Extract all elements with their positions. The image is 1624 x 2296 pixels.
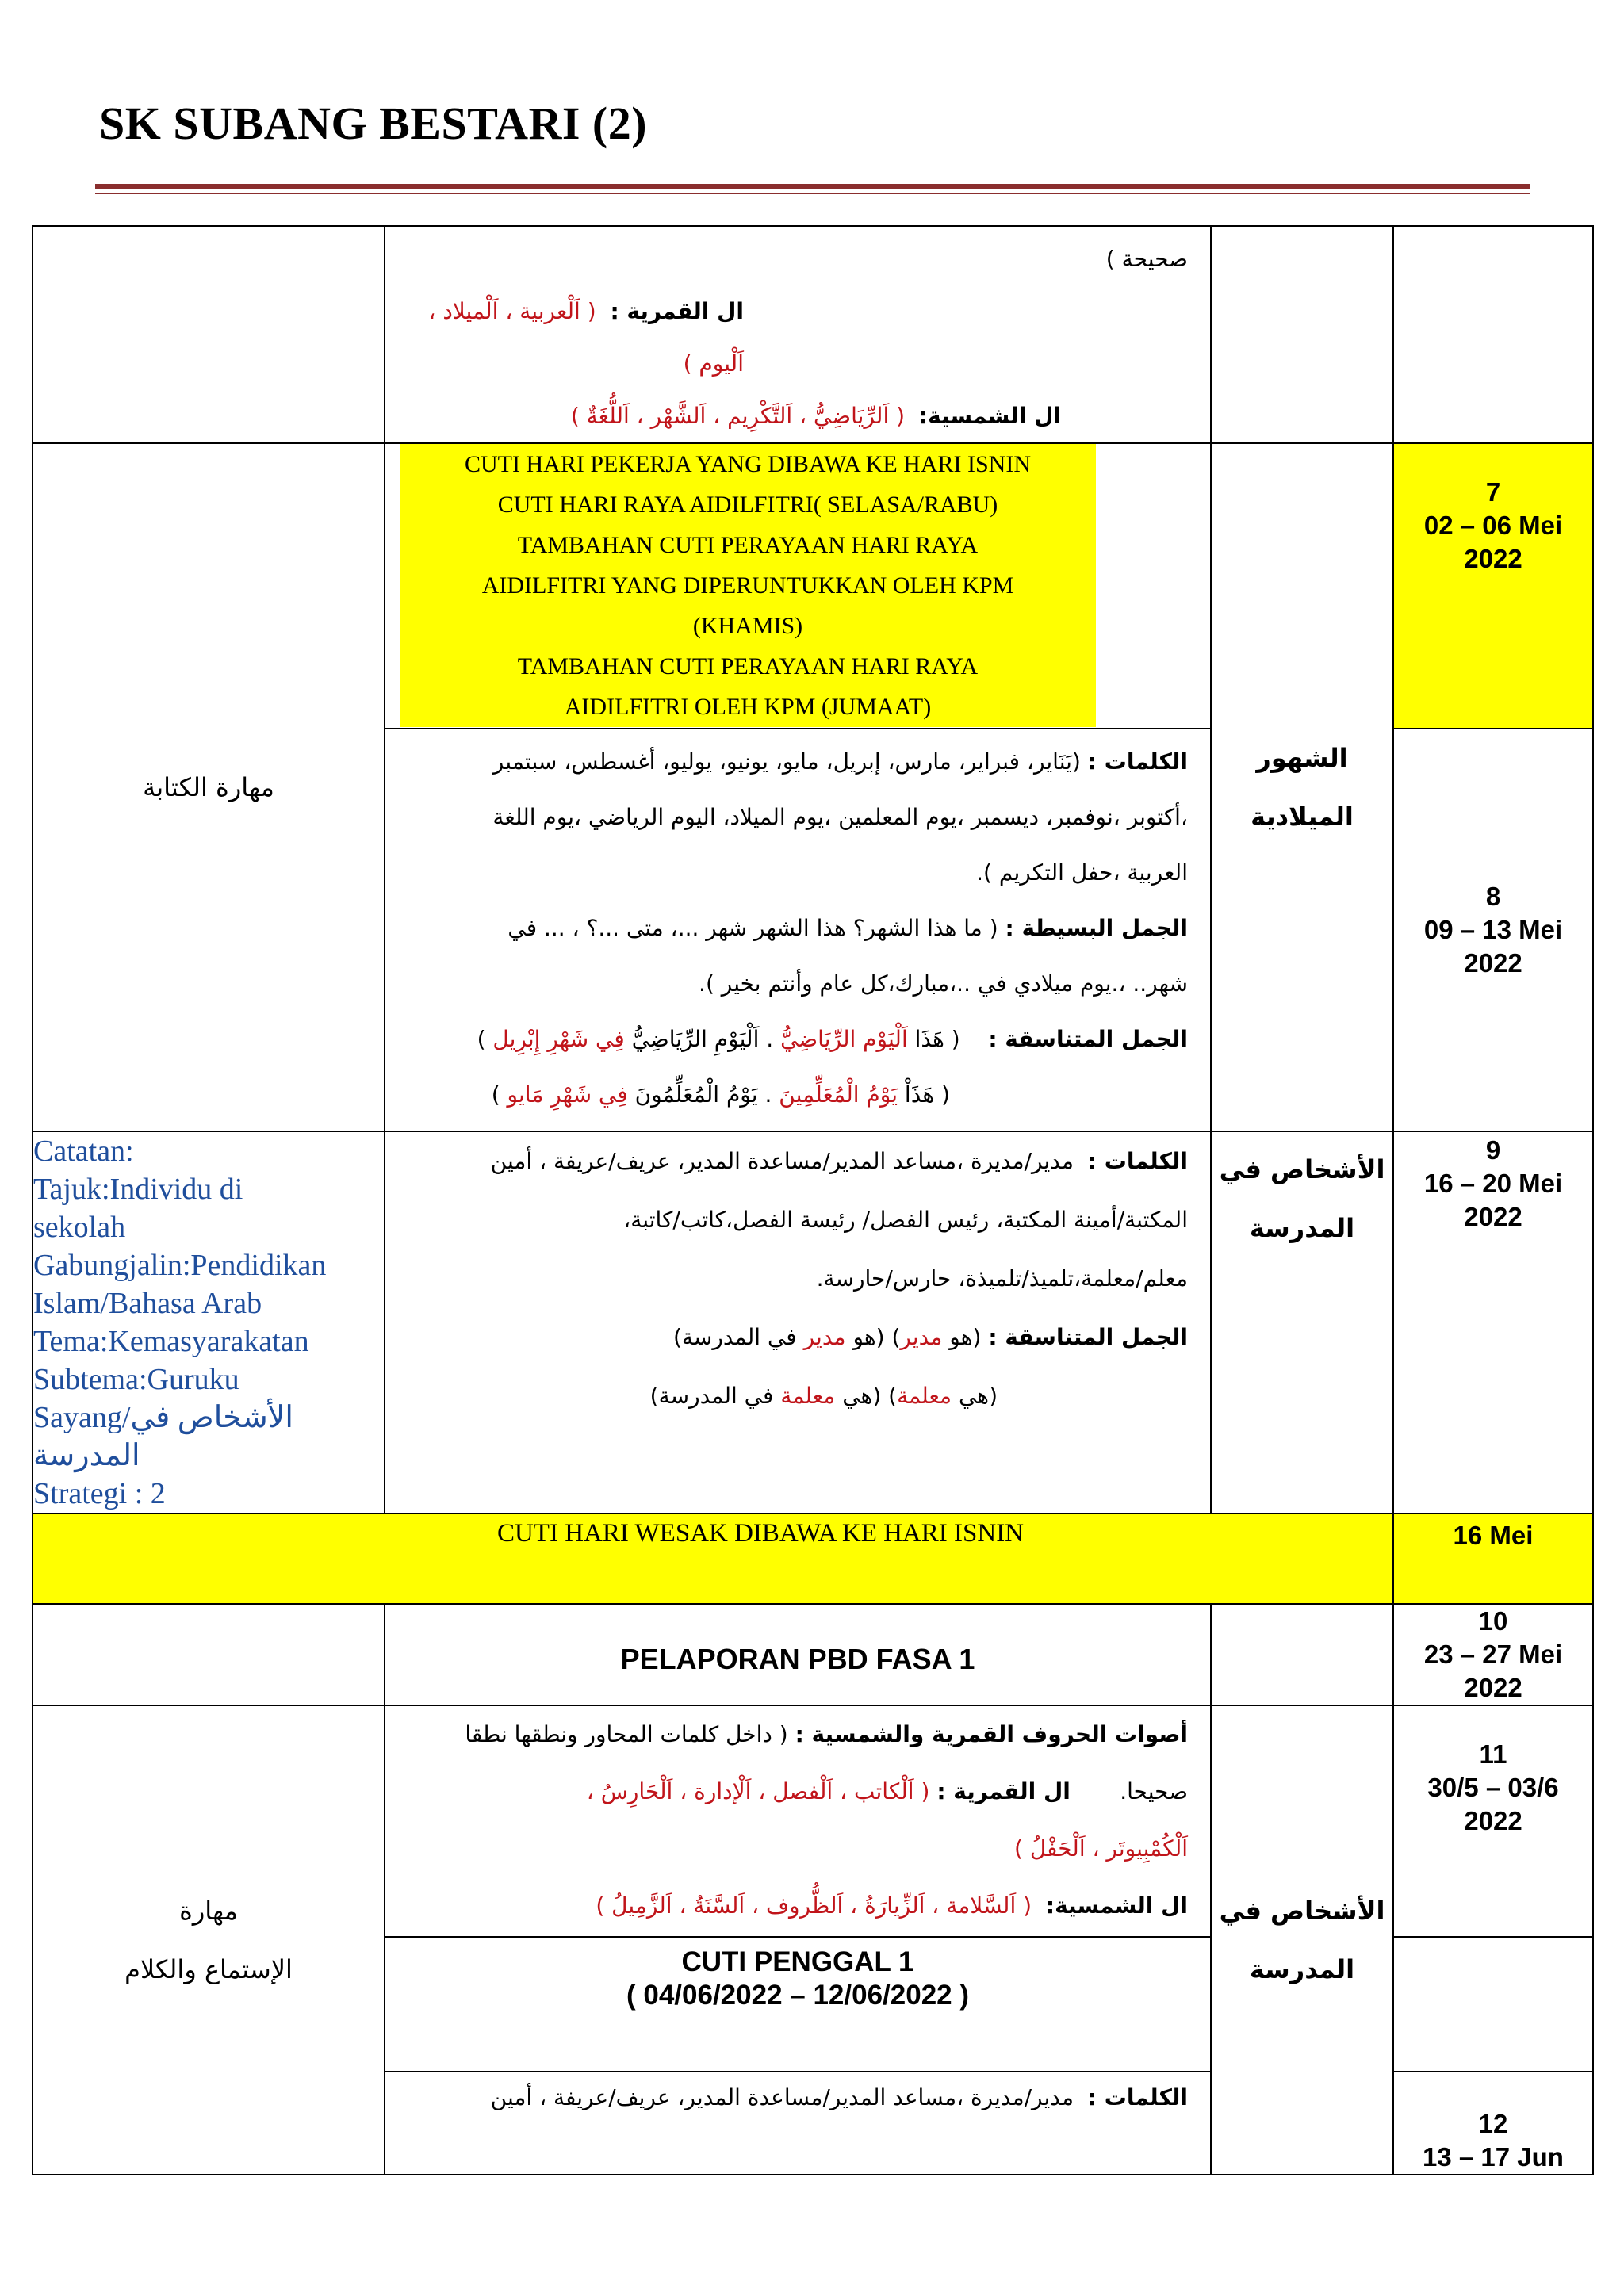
skill-listening-speaking: مهارة الإستماع والكلام [33,1705,385,2175]
week-12-cell: 12 13 – 17 Jun [1393,2072,1593,2175]
shamsiya-label: ال الشمسية: [918,403,1061,429]
header-rule-thin [95,193,1530,194]
cell-week10-theme-empty [1211,1604,1393,1705]
skill-writing: مهارة الكتابة [33,443,385,1131]
qamariya-label: ال القمرية : [610,298,744,324]
cell-week11-content: أصوات الحروف القمرية والشمسية : ( داخل كلمات المحاور ونطقها نطقا صحيحا. ال القمرية : ( اَلْكاتب ، اَلْفصل ، اَلْإدارة ، اَلْحَارِسُ ، اَلْكُمْبِيوتَر ، اَلْحَفْلُ ) ال الشمسية: ( اَلسَّلامة ، اَلزِّيارَةُ ، اَلظُّروف ، اَلسَّنَةُ ، اَلزَّمِيلُ ) [385,1705,1211,1937]
theme-people-school-2: الأشخاص في المدرسة [1211,1705,1393,2175]
week-10-cell: 10 23 – 27 Mei 2022 [1393,1604,1593,1705]
cell-week8-content: الكلمات : (يَنَاير، فبراير، مارس، إبريل، مايو، يونيو، يوليو، أغسطس، سبتمبر ،أكتوبر ،نوفمبر، ديسمبر ،يوم المعلمين ،يوم الميلاد، اليوم الرياضي ،يوم اللغة العربية ،حفل التكريم ). الجمل البسيطة : ( ما هذا الشهر؟ هذا الشهر شهر ...، متى ...؟ ، ... في شهر.. ،.يوم ميلادي في ..،مبارك،كل عام وأنتم بخير ). الجمل المتناسقة : ( هَذَا اَلْيَوْم الرِّيَاضِيُّ . اَلْيَوْمِ الرِّيَاضِيُّ فِي شَهْرِ إِبْرِيل ) ( هَذَاْ يَوْمُ الْمُعَلِّمِينَ . يَوْمُ الْمُعَلِّمُونَ فِي شَهْرِ مَايو ) [385,729,1211,1131]
cell-notes-empty [33,226,385,443]
week-9-cell: 9 16 – 20 Mei 2022 [1393,1131,1593,1513]
table-row-wesak [33,1513,1593,1604]
cell-week10-notes-empty [33,1604,385,1705]
wesak-notice: CUTI HARI WESAK DIBAWA KE HARI ISNIN [33,1513,1393,1604]
cell-term-break-week-empty [1393,1937,1593,2072]
table-row-week-7 [33,443,1593,729]
table-row-week-11 [33,1705,1593,1937]
theme-months: الشهور الميلادية [1211,443,1393,1131]
table-row-intro [33,226,1593,443]
holiday-notice-week7: CUTI HARI PEKERJA YANG DIBAWA KE HARI ISNIN CUTI HARI RAYA AIDILFITRI( SELASA/RABU) TAMBAHAN CUTI PERAYAAN HARI RAYA AIDILFITRI YANG DIPERUNTUKKAN OLEH KPM (KHAMIS) TAMBAHAN CUTI PERAYAAN HARI RAYA AIDILFITRI OLEH KPM (JUMAAT) [400,444,1096,727]
table-row-week-10 [33,1604,1593,1705]
catatan-notes: Catatan: Tajuk:Individu di sekolah Gabungjalin:Pendidikan Islam/Bahasa Arab Tema:Kemasyarakatan Subtema:Guruku Sayang/الأشخاص في المدرسة Strategi : 2 [33,1131,385,1513]
cell-theme-empty [1211,226,1393,443]
shamsiya-words: ( اَلرِّيَاضِيُّ ، اَلتَّكْرِيم ، اَلشَّهْر ، اَللُّغَةٌ ) [570,403,906,429]
cell-week12-content: الكلمات : مدير/مديرة ،مساعد المدير/مساعدة المدير، عريف/عريفة ، أمين [385,2072,1211,2175]
lesson-plan-table [32,225,1594,2175]
header-rule-thick [95,184,1530,189]
table-row-week-9 [33,1131,1593,1513]
page-title: SK SUBANG BESTARI (2) [99,98,648,149]
cell-week-empty [1393,226,1593,443]
week-11-cell: 11 30/5 – 03/6 2022 [1393,1705,1593,1937]
cell-intro-content: صحيحة ) ال القمرية : ( اَلْعربية ، اَلْميلاد ، اَلْيوم ) ال الشمسية: ( اَلرِّيَاضِيُّ ، اَلتَّكْرِيم ، اَلشَّهْر ، اَللُّغَةٌ ) [385,226,1211,443]
pbd-report-notice: PELAPORAN PBD FASA 1 [385,1604,1211,1705]
cell-week9-content: الكلمات : مدير/مديرة ،مساعد المدير/مساعدة المدير، عريف/عريفة ، أمين المكتبة/أمينة المكتبة، رئيس الفصل/ رئيسة الفصل،كاتب/كاتبة، معلم/معلمة،تلميذ/تلميذة، حارس/حارسة. الجمل المتناسقة : (هو مدير) (هو مدير في المدرسة) (هي معلمة) (هي معلمة في المدرسة) [385,1131,1211,1513]
term-break-notice: CUTI PENGGAL 1 ( 04/06/2022 – 12/06/2022 ) [385,1937,1211,2072]
wesak-date: 16 Mei [1393,1513,1593,1604]
week-7-cell: 7 02 – 06 Mei 2022 [1393,443,1593,729]
cell-week7-holidays [385,443,1211,729]
week-8-cell: 8 09 – 13 Mei 2022 [1393,729,1593,1131]
theme-people-school: الأشخاص في المدرسة [1211,1131,1393,1513]
qamariya-words: ( اَلْعربية ، اَلْميلاد ، اَلْيوم ) [428,298,744,377]
